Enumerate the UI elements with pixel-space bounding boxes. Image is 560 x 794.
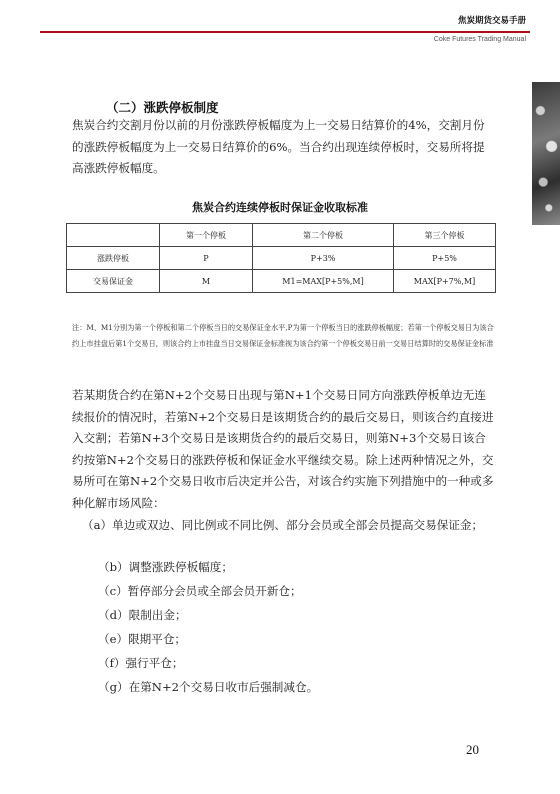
measure-item-g: （g）在第N+2个交易日收市后强制减仓。 <box>98 680 319 694</box>
table-header-cell: 第一个停板 <box>160 224 253 247</box>
paragraph-2: 若某期货合约在第N+2个交易日出现与第N+1个交易日同方向涨跌停板单边无连续报价的情况时，若第N+2个交易日是该期货合约的最后交易日，则该合约直接进入交割；若第N+3个交易日是该期货合约的最后交易日，则第N+3个交易日该合约按第N+2个交易日的涨跌停板和保证金水平继续交易。除上述两种情况之外，交易所可在第N+2个交易日收市后决定并公告，对该合约实施下列措施中的一种或多种化解市场风险： <box>72 388 494 510</box>
table-header-row <box>67 224 496 247</box>
table-title: 焦炭合约连续停板时保证金收取标准 <box>192 201 368 214</box>
table-note: 注：M、M1分别为第一个停板和第二个停板当日的交易保证金水平,P为第一个停板当日的涨跌停板幅度；若第一个停板交易日为该合约上市挂盘后第1个交易日，则该合约上市挂盘当日交易保证金标准视为该合约第一个停板交易日前一交易日结算时的交易保证金标准 <box>72 323 494 348</box>
measure-item-e: （e）限期平仓； <box>98 632 187 646</box>
table-cell: P <box>160 247 253 270</box>
table-cell: P+5% <box>394 247 496 270</box>
table-cell: 涨跌停板 <box>67 247 160 270</box>
table-cell: M1=MAX[P+5%,M] <box>253 270 394 293</box>
measure-item-d: （d）限制出金； <box>98 608 187 622</box>
header-subtitle: Coke Futures Trading Manual <box>433 36 526 43</box>
table-cell: M <box>160 270 253 293</box>
table-cell: MAX[P+7%,M] <box>394 270 496 293</box>
measure-item-f: （f）强行平仓； <box>98 656 184 670</box>
measure-item-b: （b）调整涨跌停板幅度； <box>98 560 233 574</box>
margin-table <box>66 223 496 293</box>
page-number: 20 <box>466 742 479 757</box>
header-title: 焦炭期货交易手册 <box>457 16 526 26</box>
measure-item-c: （c）暂停部分会员或全部会员开新仓； <box>98 584 302 598</box>
table-header-cell: 第二个停板 <box>253 224 394 247</box>
table-row <box>67 270 496 293</box>
section-heading: （二）涨跌停板制度 <box>106 100 219 115</box>
measure-item-a: （a）单边或双边、同比例或不同比例、部分会员或全部会员提高交易保证金； <box>82 518 484 532</box>
paragraph-1: 焦炭合约交割月份以前的月份涨跌停板幅度为上一交易日结算价的4%，交割月份的涨跌停板幅度为上一交易日结算价的6%。当合约出现连续停板时，交易所将提高涨跌停板幅度。 <box>72 118 485 175</box>
header-rule <box>40 31 530 33</box>
table-header-cell: 第三个停板 <box>394 224 496 247</box>
table-cell: P+3% <box>253 247 394 270</box>
table-cell: 交易保证金 <box>67 270 160 293</box>
table-header-cell <box>67 224 160 247</box>
table-row <box>67 247 496 270</box>
